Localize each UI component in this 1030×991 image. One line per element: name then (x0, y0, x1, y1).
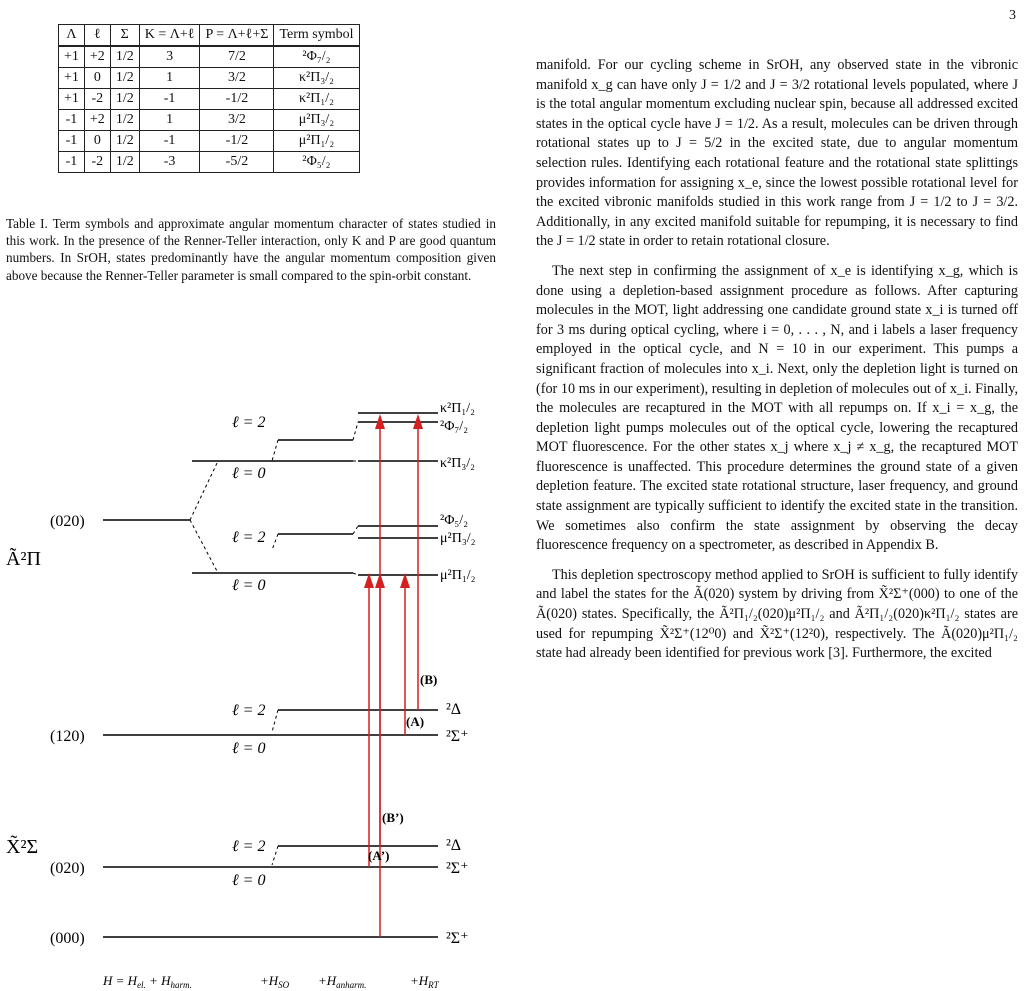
term-label: ²Σ⁺ (446, 930, 469, 947)
table-cell: 1/2 (110, 110, 139, 131)
table-cell: -5/2 (200, 152, 274, 173)
table-cell: -2 (84, 152, 110, 173)
connector (353, 573, 358, 575)
table-cell: -1 (139, 131, 200, 152)
term-label: ²Φ₇/₂ (440, 419, 469, 434)
table-header-cell: Λ (59, 25, 85, 47)
term-label: κ²Π₃/₂ (440, 456, 476, 471)
table-cell: 1/2 (110, 89, 139, 110)
table-cell: +1 (59, 68, 85, 89)
table-cell: 1/2 (110, 152, 139, 173)
connector (190, 461, 218, 520)
table-cell: μ²Π₃/₂ (274, 110, 359, 131)
hamiltonian-term: $+H_{SO}$ (260, 973, 290, 990)
right-column-text (536, 56, 1018, 674)
vib-label: (020) (50, 860, 85, 877)
table-row (59, 131, 360, 152)
ell-label: ℓ = 0 (232, 465, 266, 482)
hamiltonian-terms (102, 973, 440, 990)
table-header-cell: Σ (110, 25, 139, 47)
connector (272, 440, 278, 461)
table-header-cell: P = Λ+ℓ+Σ (200, 25, 274, 47)
term-label: ²Σ⁺ (446, 728, 469, 745)
term-label: ²Δ (446, 701, 462, 718)
table-cell: +2 (84, 46, 110, 68)
table-cell: -1 (139, 89, 200, 110)
hamiltonian-term: $H = H_{el.} + H_{harm.}$ (103, 973, 192, 990)
paragraph: This depletion spectroscopy method applied to SrOH is sufficient to fully identify and label the states for the Ã(020) system by driving from X̃²Σ⁺(000) to one of the Ã(020) states. Specifically, the Ã²Π₁/₂(020)μ²Π₁/₂ and Ã²Π₁/₂(020)κ²Π₁/₂ states are used for repumping X̃²Σ⁺(12⁰0) and X̃²Σ⁺(12²0), respectively. The Ã(020)μ²Π₁/₂ state had already been identified for previous work [3]. Furthermore, the excited (536, 566, 1018, 662)
connector (272, 846, 278, 865)
vib-label: (120) (50, 728, 85, 745)
vib-label: (000) (50, 930, 85, 947)
table-row (59, 110, 360, 131)
table-cell: 1/2 (110, 68, 139, 89)
table-cell: μ²Π₁/₂ (274, 131, 359, 152)
table-cell: 3/2 (200, 68, 274, 89)
transition-label: (A) (406, 714, 425, 729)
connector (353, 526, 358, 534)
connector (272, 534, 278, 550)
table-cell: +1 (59, 89, 85, 110)
table-cell: -1 (59, 152, 85, 173)
connector (353, 422, 358, 440)
hamiltonian-term: $+H_{RT}$ (410, 973, 439, 990)
table-cell: +2 (84, 110, 110, 131)
term-label: ²Δ (446, 837, 462, 854)
table-cell: -3 (139, 152, 200, 173)
page-number: 3 (1009, 8, 1016, 23)
ell-label: ℓ = 2 (232, 838, 266, 855)
table-cell: 1/2 (110, 46, 139, 68)
term-label: κ²Π₁/₂ (440, 401, 476, 416)
table-cell: +1 (59, 46, 85, 68)
table-row (59, 89, 360, 110)
table-cell: 0 (84, 68, 110, 89)
connector (272, 710, 278, 732)
hamiltonian-term: $+H_{anharm.}$ (318, 973, 367, 990)
transition-label: (A’) (368, 848, 390, 863)
term-symbol-table (58, 24, 360, 173)
table-header-cell: Term symbol (274, 25, 359, 47)
table-header-row (59, 25, 360, 47)
ell-label: ℓ = 2 (232, 414, 266, 431)
paragraph: manifold. For our cycling scheme in SrOH, any observed state in the vibronic manifold x_g can have only J = 1/2 and J = 3/2 rotational levels populated, where J is the total angular momentum excluding nuclear spin, because all addressed excited states in the optical cycle have J = 1/2. As a result, molecules can be driven through rotational states up to J = 5/2 in the excited state, due to angular momentum selection rules. Identifying each rotational feature and the rotational state splittings provides information for assigning x_e, since the lowest possible rotational level for the excited vibronic manifolds studied in this work range from J = 1/2 to J = 3/2. Additionally, in any excited manifold suitable for repumping, it is necessary to find the J = 1/2 state in order to retain rotational closure. (536, 57, 1018, 250)
table-row (59, 152, 360, 173)
ell-label: ℓ = 0 (232, 872, 266, 889)
connector-lines (190, 422, 358, 865)
table-cell: 0 (84, 131, 110, 152)
table-cell: 3 (139, 46, 200, 68)
connector (190, 520, 218, 573)
term-label: ²Φ₅/₂ (440, 513, 469, 528)
ell-label: ℓ = 2 (232, 529, 266, 546)
transition-label: (B’) (382, 810, 404, 825)
table-cell: ²Φ₅/₂ (274, 152, 359, 173)
table-cell: -2 (84, 89, 110, 110)
state-label-A: Ã²Π (6, 548, 41, 570)
table-row (59, 68, 360, 89)
ell-label: ℓ = 0 (232, 740, 266, 757)
ell-label: ℓ = 2 (232, 702, 266, 719)
term-label: μ²Π₁/₂ (440, 568, 476, 583)
term-label: μ²Π₃/₂ (440, 531, 476, 546)
table-cell: 3/2 (200, 110, 274, 131)
table-header-cell: K = Λ+ℓ (139, 25, 200, 47)
table-cell: 1/2 (110, 131, 139, 152)
table-cell: 1 (139, 68, 200, 89)
energy-level-diagram (0, 360, 510, 991)
ell-label: ℓ = 0 (232, 577, 266, 594)
table-cell: κ²Π₁/₂ (274, 89, 359, 110)
transition-label: (B) (420, 672, 438, 687)
table-cell: 1 (139, 110, 200, 131)
state-label-X: X̃²Σ (6, 836, 39, 858)
table-cell: ²Φ₇/₂ (274, 46, 359, 68)
table-cell: -1 (59, 110, 85, 131)
table-row (59, 46, 360, 68)
table-caption: Table I. Term symbols and approximate angular momentum character of states studied in this work. In the presence of the Renner-Teller interaction, only K and P are good quantum numbers. In SrOH, states predominantly have the angular momentum composition given above because the Renner-Teller parameter is small compared to the spin-orbit constant. (6, 216, 496, 283)
vib-label: (020) (50, 513, 85, 530)
table-cell: -1 (59, 131, 85, 152)
term-label: ²Σ⁺ (446, 860, 469, 877)
paragraph: The next step in confirming the assignment of x_e is identifying x_g, which is done using a depletion-based assignment procedure as follows. After capturing molecules in the MOT, light addressing one candidate ground state x_i is turned off for 3 ms during optical cycling, where i = 0, . . . , N, and i labels a laser frequency employed in the optical cycle, and N = 10 in our experiment. This pumps a significant fraction of molecules into x_i. Next, only the depletion light is turned on (for 10 ms in our experiment), resulting in depletion of molecules out of x_i. Finally, the molecules are recaptured in the MOT with all repumps on. If x_i = x_g, the depletion light pumps molecules out of the optical cycle, lowering the recaptured MOT fluorescence. For the other states x_j where x_j ≠ x_g, the recaptured MOT fluorescence is unaffected. This procedure determines the ground state of a given depletion feature. The excited state rotational structure, laser frequency, and ground state assignment are typically sufficient to identify the excited state in the transition. We sometimes also confirm the state assignment by observing the decay fluorescence frequency on a spectrometer, as described in Appendix B. (536, 262, 1018, 554)
table-cell: -1/2 (200, 131, 274, 152)
table-cell: 7/2 (200, 46, 274, 68)
table-header-cell: ℓ (84, 25, 110, 47)
table-cell: -1/2 (200, 89, 274, 110)
table-cell: κ²Π₃/₂ (274, 68, 359, 89)
